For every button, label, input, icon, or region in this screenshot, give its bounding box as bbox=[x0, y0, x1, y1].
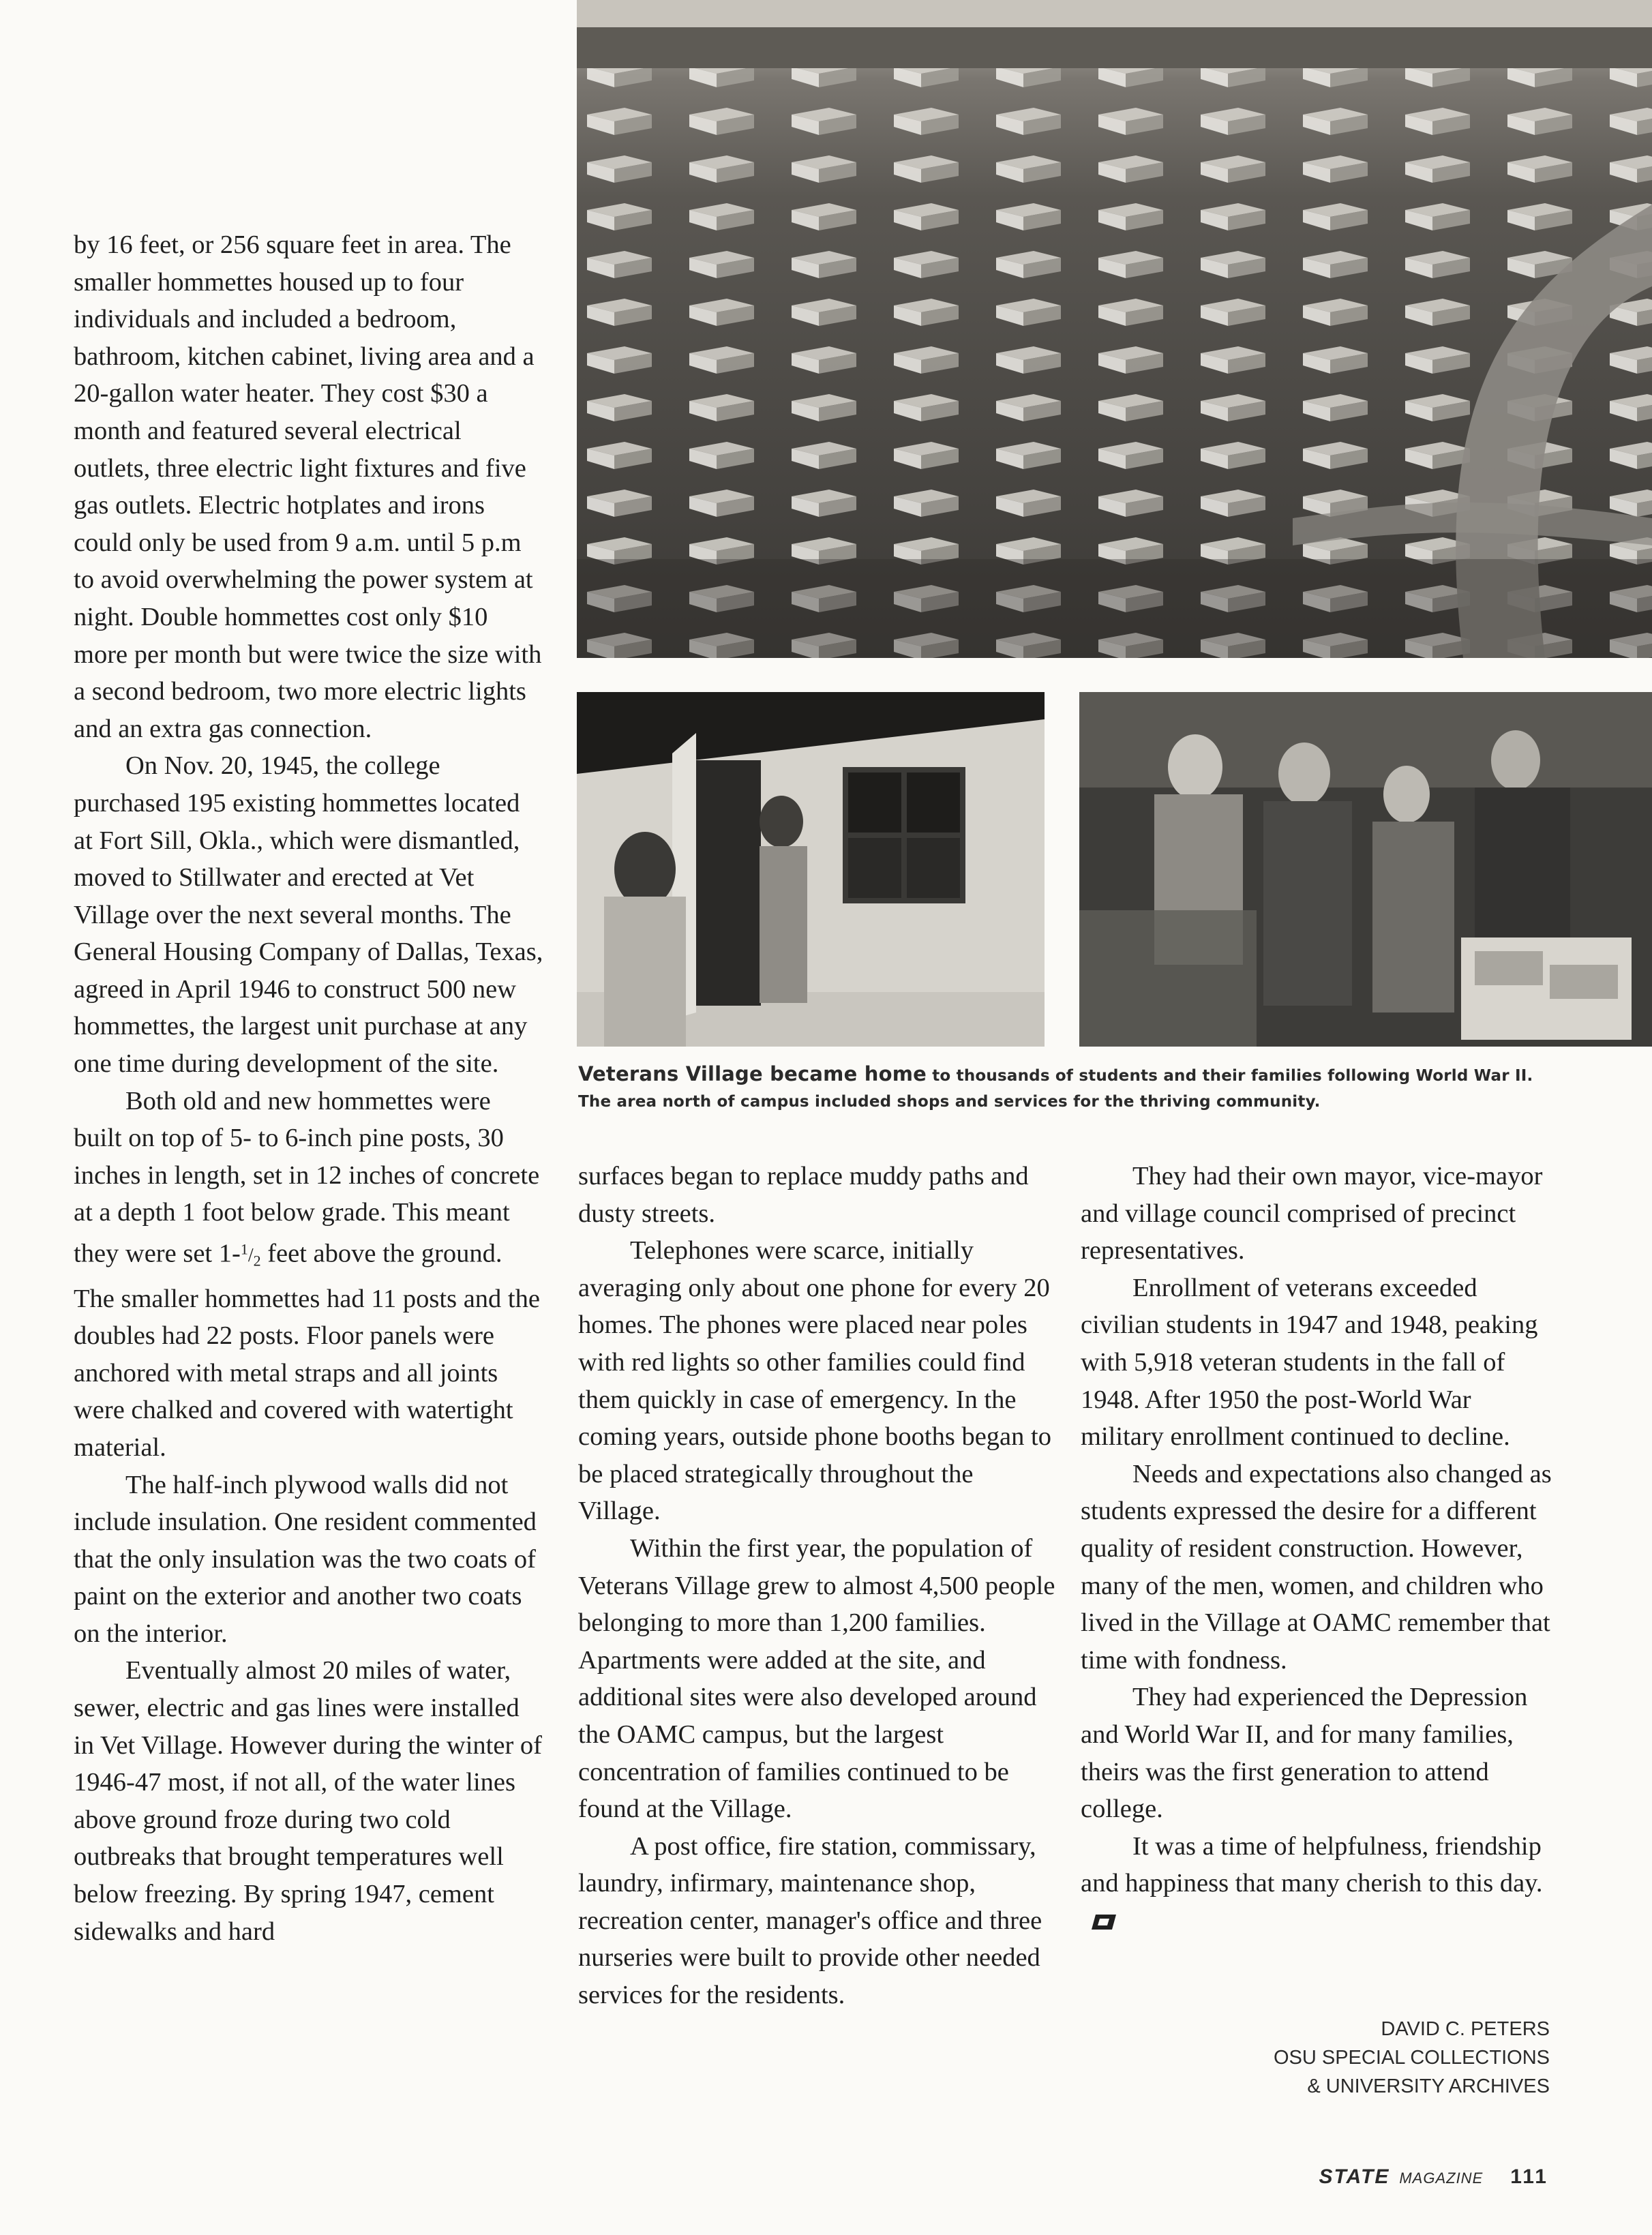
caption-lead: Veterans Village became home bbox=[578, 1062, 927, 1085]
paragraph bbox=[1081, 1828, 1558, 1940]
credit-line: OSU SPECIAL COLLECTIONS bbox=[1273, 2047, 1550, 2069]
fraction-numerator: 1 bbox=[240, 1241, 248, 1259]
article-column-3 bbox=[1081, 1158, 1558, 1939]
commissary-shop-photo bbox=[1079, 692, 1652, 1047]
end-mark-icon bbox=[1090, 1913, 1117, 1931]
paragraph-text: Both old and new hommettes were built on top of 5- to 6-inch pine posts, 30 inches in length, set in 12 inches of concrete at a depth 1 foot below grade. This meant they were set 1- bbox=[74, 1086, 540, 1268]
paragraph: On Nov. 20, 1945, the college purchased 195 existing hommettes located at Fort Sill, Okla., which were dismantled, moved to Stillwater and erected at Vet Village over the next several months. The General Housing Company of Dallas, Texas, agreed in April 1946 to construct 500 new hommettes, the largest unit purchase at any one time during development of the site. bbox=[74, 751, 543, 1079]
page-number: 111 bbox=[1510, 2165, 1548, 2188]
fraction-one-half: $^1/_2$ bbox=[240, 1241, 261, 1270]
paragraph: They had their own mayor, vice-mayor and village council comprised of precinct representatives. bbox=[1081, 1162, 1543, 1265]
article-column-2 bbox=[578, 1158, 1055, 2014]
paragraph-text: feet above the ground. The smaller hommettes had 11 posts and the doubles had 22 posts. Floor panels were anchored with metal straps and all joints were chalked and covered with watertight material. bbox=[74, 1239, 540, 1462]
paragraph: Eventually almost 20 miles of water, sewer, electric and gas lines were installed in Vet Village. However during the winter of 1946-47 most, if not all, of the water lines above ground froze during two cold outbreaks that brought temperatures well below freezing. By spring 1947, cement sidewalks and hard bbox=[74, 1656, 542, 1946]
credit-line: DAVID C. PETERS bbox=[1381, 2018, 1550, 2040]
paragraph-text: It was a time of helpfulness, friendship and happiness that many cherish to this day. bbox=[1081, 1831, 1543, 1898]
paragraph: by 16 feet, or 256 square feet in area. The smaller hommettes housed up to four individuals and included a bedroom, bathroom, kitchen cabinet, living area and a 20-gallon water heater. They cost $30 a month and featured several electrical outlets, three electric light fixtures and five gas outlets. Electric hotplates and irons could only be used from 9 a.m. until 5 p.m to avoid overwhelming the power system at night. Double hommettes cost only $10 more per month but were twice the size with a second bedroom, two more electric lights and an extra gas connection. bbox=[74, 230, 542, 743]
paragraph: Within the first year, the population of Veterans Village grew to almost 4,500 people belonging to more than 1,200 families. Apartments were added at the site, and additional sites were also developed around the OAMC campus, but the largest concentration of families continued to be found at the Village. bbox=[578, 1533, 1055, 1824]
fraction-denominator: 2 bbox=[253, 1252, 261, 1270]
page-footer bbox=[1319, 2165, 1548, 2189]
photo-credit bbox=[1274, 2015, 1550, 2101]
paragraph: The half-inch plywood walls did not include insulation. One resident commented that the only insulation was the two coats of paint on the exterior and another two coats on the interior. bbox=[74, 1470, 537, 1648]
paragraph: Enrollment of veterans exceeded civilian students in 1947 and 1948, peaking with 5,918 veteran students in the fall of 1948. After 1950 the post-World War military enrollment continued to decline. bbox=[1081, 1273, 1538, 1452]
magazine-label: MAGAZINE bbox=[1399, 2170, 1484, 2187]
paragraph: Telephones were scarce, initially averaging only about one phone for every 20 homes. The phones were placed near poles with red lights so other families could find them quickly in case of emergency. In the coming years, outside phone booths began to be placed strategically throughout the Village. bbox=[578, 1236, 1051, 1526]
caption-text: to thousands of students and their families following World War II. The area north of campus included shops and services for the thriving community. bbox=[578, 1067, 1533, 1111]
photo-caption bbox=[578, 1061, 1560, 1115]
paragraph: A post office, fire station, commissary, laundry, infirmary, maintenance shop, recreation center, manager's office and three nurseries were built to provide other needed services for the residents. bbox=[578, 1831, 1042, 2010]
aerial-photo-veterans-village bbox=[577, 0, 1652, 658]
paragraph: surfaces began to replace muddy paths and dusty streets. bbox=[578, 1162, 1029, 1228]
family-doorway-photo bbox=[577, 692, 1045, 1047]
paragraph: Needs and expectations also changed as students expressed the desire for a different quality of resident construction. However, many of the men, women, and children who lived in the Village at OAMC remember that time with fondness. bbox=[1081, 1459, 1552, 1675]
article-column-1 bbox=[74, 226, 544, 1950]
magazine-brand: STATE bbox=[1319, 2165, 1390, 2188]
paragraph bbox=[74, 1083, 544, 1467]
paragraph: They had experienced the Depression and World War II, and for many families, theirs was the first generation to attend college. bbox=[1081, 1683, 1528, 1824]
credit-line: & UNIVERSITY ARCHIVES bbox=[1307, 2075, 1550, 2097]
